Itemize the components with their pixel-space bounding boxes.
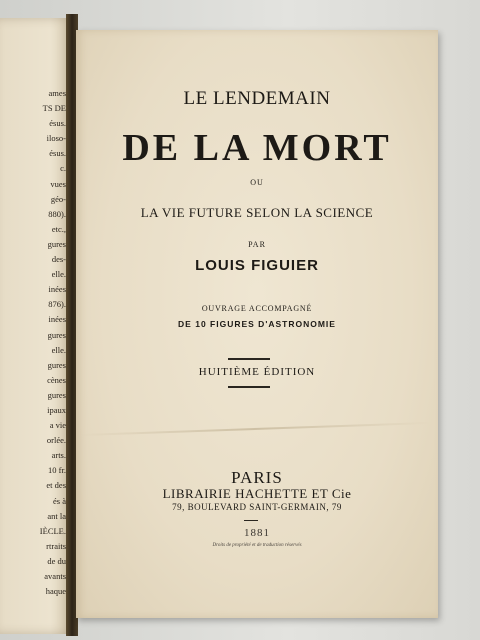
left-page-line: ésus.	[49, 118, 66, 129]
page-crease	[80, 422, 430, 436]
left-page-line: arts.	[51, 450, 66, 461]
left-page-line: gures	[47, 389, 66, 400]
left-page-line: elle.	[51, 269, 66, 280]
left-page-line: és à	[53, 495, 66, 506]
rights-notice: Droits de propriété et de traduction réservés	[212, 543, 302, 548]
left-page-line: de du	[47, 555, 66, 566]
publisher: LIBRAIRIE HACHETTE ET Cie	[162, 486, 352, 501]
left-page-line: orlée.	[46, 435, 66, 446]
left-page-line: iloso-	[46, 133, 66, 144]
left-page-line: 876).	[48, 299, 66, 310]
left-page-line: avants	[44, 571, 66, 581]
publisher-address: 79, BOULEVARD SAINT-GERMAIN, 79	[172, 502, 342, 512]
left-page-line: ipaux	[47, 404, 66, 415]
left-page-line: inées	[48, 284, 66, 295]
left-page-line: et des	[46, 480, 66, 491]
left-facing-page	[0, 18, 72, 634]
year-divider	[244, 520, 258, 521]
left-page-line: TS DE	[42, 103, 66, 114]
note-line-2: DE 10 FIGURES D'ASTRONOMIE	[178, 319, 336, 329]
left-page-line: gures	[47, 329, 66, 340]
left-page-line: 880).	[48, 208, 66, 219]
left-page-line: des-	[51, 254, 66, 265]
left-page-line: elle.	[51, 344, 66, 355]
left-page-text	[6, 88, 66, 601]
left-page-line: vues	[50, 178, 66, 189]
left-page-line: inées	[48, 314, 66, 325]
left-page-line: cènes	[47, 374, 66, 385]
left-page-line: c.	[60, 163, 66, 174]
left-page-line: ames	[48, 88, 66, 98]
subtitle: LA VIE FUTURE SELON LA SCIENCE	[140, 205, 374, 220]
left-page-line: géo-	[50, 193, 66, 204]
edition-label: HUITIÈME ÉDITION	[198, 366, 316, 378]
par-label: PAR	[248, 240, 266, 249]
divider-top	[228, 358, 270, 360]
title-page	[76, 30, 438, 618]
left-page-line: rtraits	[46, 540, 66, 551]
left-page-line: a vie	[49, 420, 66, 431]
conjunction-ou: OU	[250, 178, 264, 187]
left-page-line: haque	[45, 586, 66, 597]
left-page-line: etc.,	[51, 223, 66, 234]
left-page-line: gures	[47, 359, 66, 370]
title-line-1: LE LENDEMAIN	[183, 88, 331, 109]
left-page-line: IÈCLE.	[39, 525, 66, 536]
publication-year: 1881	[244, 527, 270, 539]
title-line-2: DE LA MORT	[122, 127, 392, 169]
left-page-line: ésus.	[49, 148, 66, 159]
city: PARIS	[231, 468, 283, 487]
left-page-line: gures	[47, 238, 66, 249]
author-name: LOUIS FIGUIER	[195, 257, 319, 274]
left-page-line: ant la	[47, 510, 66, 521]
left-page-line: 10 fr.	[48, 465, 66, 476]
note-line-1: OUVRAGE ACCOMPAGNÉ	[201, 304, 313, 313]
divider-bottom	[228, 386, 270, 388]
